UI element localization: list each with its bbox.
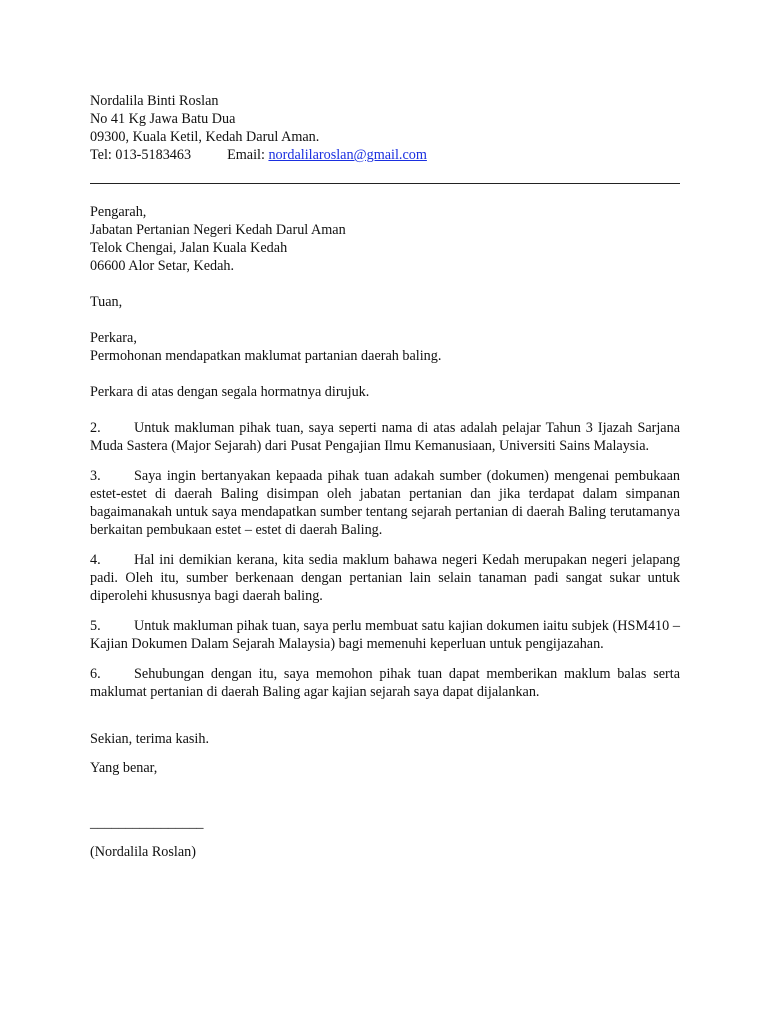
sender-email-link[interactable]: nordalilaroslan@gmail.com	[268, 147, 427, 163]
letter-body	[90, 203, 680, 861]
sender-address-line2: 09300, Kuala Ketil, Kedah Darul Aman.	[90, 129, 320, 145]
paragraph-number: 4.	[90, 552, 101, 568]
paragraph-number: 2.	[90, 420, 101, 436]
paragraph-number: 6.	[90, 666, 101, 682]
reference-line: Perkara di atas dengan segala hormatnya dirujuk.	[90, 384, 370, 400]
signature-line: ________________	[90, 815, 204, 831]
salutation: Tuan,	[90, 294, 123, 310]
recipient-line3: Telok Chengai, Jalan Kuala Kedah	[90, 240, 288, 256]
sender-tel: Tel: 013-5183463	[90, 147, 192, 163]
signature-name: (Nordalila Roslan)	[90, 844, 196, 860]
subject-block	[90, 329, 680, 365]
closing-line: Sekian, terima kasih.	[90, 731, 209, 747]
sender-email-label: Email:	[227, 147, 269, 163]
paragraph-number: 5.	[90, 618, 101, 634]
paragraph-5	[90, 617, 680, 653]
sender-block	[90, 92, 680, 164]
paragraph-6	[90, 665, 680, 701]
subject-label: Perkara,	[90, 330, 137, 346]
paragraph-text: Sehubungan dengan itu, saya memohon pihak tuan dapat memberikan maklum balas serta maklumat pertanian di daerah Baling agar kajian sejarah saya dapat dijalankan.	[90, 666, 680, 700]
paragraph-4	[90, 551, 680, 605]
recipient-line2: Jabatan Pertanian Negeri Kedah Darul Aman	[90, 222, 346, 238]
paragraph-text: Untuk makluman pihak tuan, saya seperti nama di atas adalah pelajar Tahun 3 Ijazah Sarjana Muda Sastera (Major Sejarah) dari Pusat Pengajian Ilmu Kemanusiaan, Universiti Sains Malaysia.	[90, 420, 680, 454]
sender-address-line1: No 41 Kg Jawa Batu Dua	[90, 111, 236, 127]
subject-text: Permohonan mendapatkan maklumat partanian daerah baling.	[90, 348, 442, 364]
paragraph-text: Untuk makluman pihak tuan, saya perlu membuat satu kajian dokumen iaitu subjek (HSM410 – Kajian Dokumen Dalam Sejarah Malaysia) bagi memenuhi keperluan untuk pengijazahan.	[90, 618, 680, 652]
recipient-line1: Pengarah,	[90, 204, 147, 220]
sender-name: Nordalila Binti Roslan	[90, 93, 219, 109]
sign-off: Yang benar,	[90, 760, 158, 776]
paragraph-text: Saya ingin bertanyakan kepaada pihak tuan adakah sumber (dokumen) mengenai pembukaan estet-estet di daerah Baling disimpan oleh jabatan pertanian dan jika terdapat dalam simpanan bagaimanakah untuk saya mendapatkan sumber tentang sejarah pertanian di daerah Baling terutamanya berkaitan pembukaan estet – estet di daerah Baling.	[90, 468, 680, 538]
paragraph-2	[90, 419, 680, 455]
sender-contact-line	[90, 146, 680, 164]
paragraph-3	[90, 467, 680, 539]
recipient-line4: 06600 Alor Setar, Kedah.	[90, 258, 235, 274]
paragraph-text: Hal ini demikian kerana, kita sedia maklum bahawa negeri Kedah merupakan negeri jelapang padi. Oleh itu, sumber berkenaan dengan pertanian lain selain tanaman padi sangat sukar untuk diperolehi khususnya bagi daerah baling.	[90, 552, 680, 604]
paragraph-number: 3.	[90, 468, 101, 484]
recipient-block	[90, 203, 680, 275]
header-divider	[90, 183, 680, 184]
